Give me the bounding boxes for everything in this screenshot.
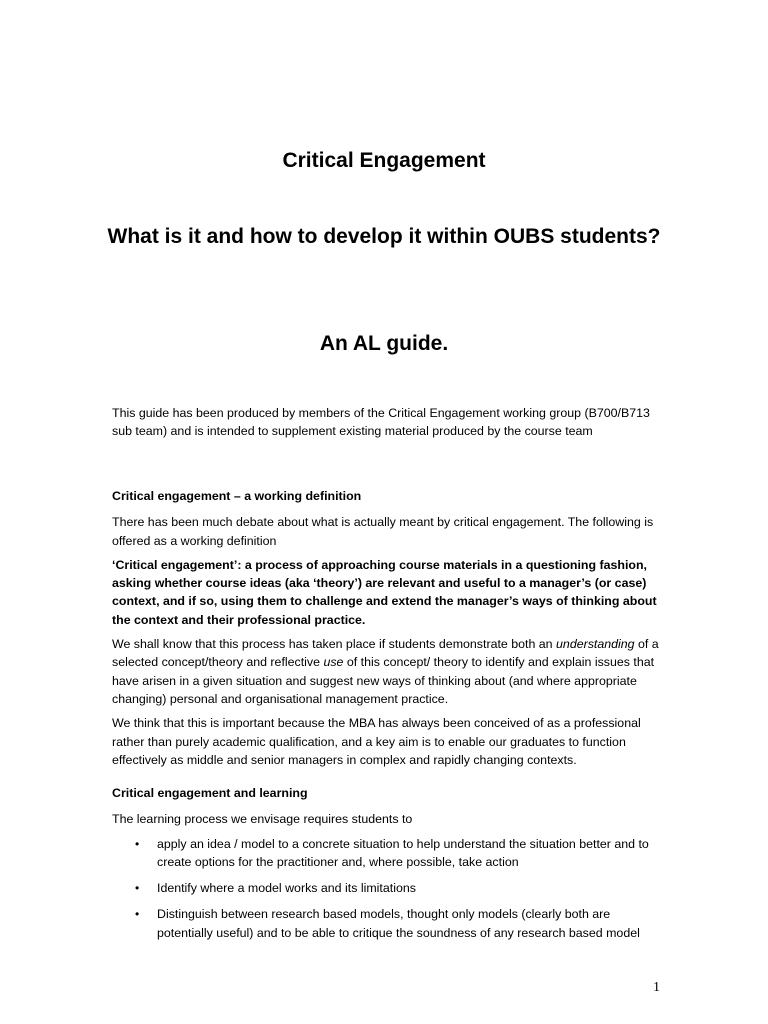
section-working-definition <box>112 487 662 769</box>
intro-paragraph <box>112 404 662 441</box>
learning-intro-paragraph: The learning process we envisage requires students to <box>112 812 413 827</box>
list-item <box>112 835 662 872</box>
list-item <box>112 905 662 942</box>
definition-intro-paragraph: There has been much debate about what is actually meant by critical engagement. The following is offered as a working definition <box>112 515 654 548</box>
evidence-use-word: use <box>323 655 344 670</box>
evidence-text-a: We shall know that this process has taken place if students demonstrate both an <box>112 637 557 652</box>
page-number: 1 <box>653 980 660 995</box>
section-heading-learning: Critical engagement and learning <box>112 786 308 800</box>
evidence-understanding-word: understanding <box>556 637 635 652</box>
list-item <box>112 879 662 897</box>
document-subtitle-guide: An AL guide. <box>319 332 449 355</box>
document-subtitle-question: What is it and how to develop it within OUBS students? <box>107 225 661 248</box>
section-learning <box>112 784 662 950</box>
bullet-icon: • <box>135 836 140 851</box>
document-title: Critical Engagement <box>282 149 486 172</box>
list-item-text: Distinguish between research based models, thought only models (clearly both are potentially useful) and to be able to critique the soundness of any research based model <box>157 907 640 940</box>
evidence-text-c: of this concept/ theory to identify and explain issues that have arisen in a given situation and suggest new ways of thinking about (and where appropriate changing) personal and organisational management practice. <box>112 655 655 706</box>
bullet-icon: • <box>135 907 140 922</box>
learning-bullet-list <box>112 835 662 942</box>
list-item-text: Identify where a model works and its limitations <box>157 881 416 896</box>
bullet-icon: • <box>135 881 140 896</box>
section-heading-definition: Critical engagement – a working definition <box>112 489 362 503</box>
definition-paragraph: ‘Critical engagement’: a process of approaching course materials in a questioning fashion, asking whether course ideas (aka ‘theory’) are relevant and useful to a manager’s (or case) context, and if so, using them to challenge and extend the manager’s ways of thinking about the context and their professional practice. <box>112 557 657 627</box>
importance-paragraph: We think that this is important because the MBA has always been conceived of as a professional rather than purely academic qualification, and a key aim is to enable our graduates to function effectively as middle and senior managers in complex and rapidly changing contexts. <box>112 716 641 767</box>
list-item-text: apply an idea / model to a concrete situation to help understand the situation better and to create options for the practitioner and, where possible, take action <box>157 836 649 869</box>
intro-text: This guide has been produced by members of the Critical Engagement working group (B700/B713 sub team) and is intended to supplement existing material produced by the course team <box>112 406 650 439</box>
evidence-paragraph <box>112 635 662 708</box>
evidence-text-b: of a selected concept/theory and reflective <box>112 637 659 670</box>
